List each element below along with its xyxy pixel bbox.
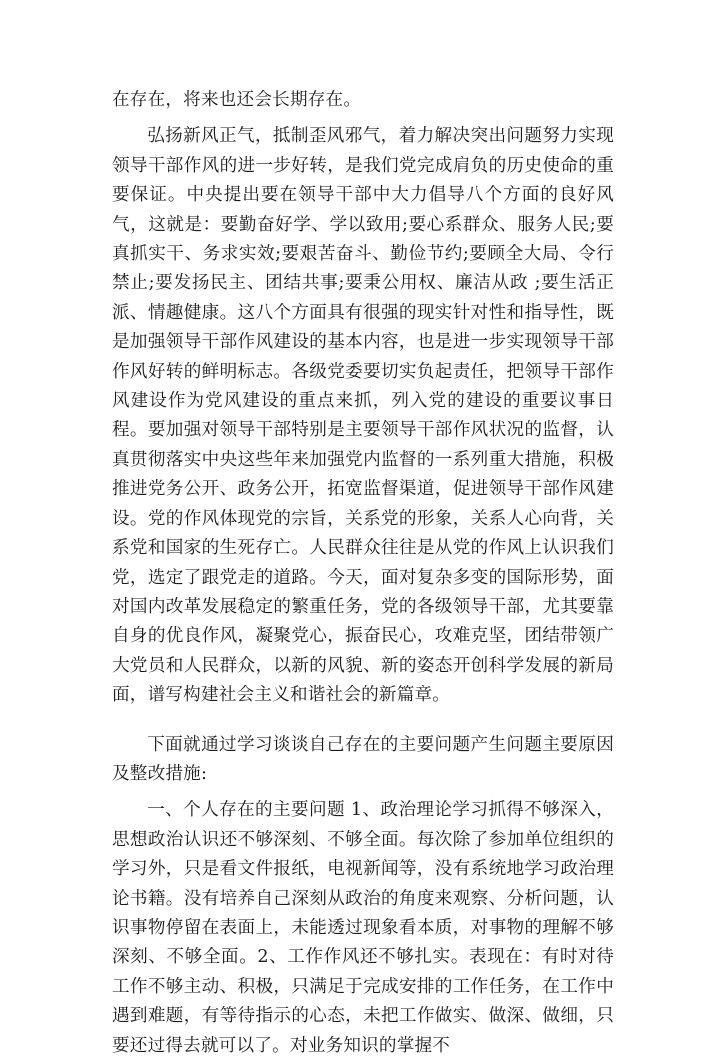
paragraph-style-building: 弘扬新风正气，抵制歪风邪气，着力解决突出问题努力实现领导干部作风的进一步好转，是我们党完成肩负的历史使命的重要保证。中央提出要在领导干部中大力倡导八个方面的良好风气，这就是：要勤奋好学、学以致用;要心系群众、服务人民;要真抓实干、务求实效;要艰苦奋斗、勤俭节约;要顾全大局、令行禁止;要发扬民主、团结共事;要秉公用权、廉洁从政 ;要生活正派、情趣健康。这八个方面具有很强的现实针对性和指导性，既是加强领导干部作风建设的基本内容，也是进一步实现领导干部作风好转的鲜明标志。各级党委要切实负起责任，把领导干部作风建设作为党风建设的重点来抓，列入党的建设的重要议事日程。要加强对领导干部特别是主要领导干部作风状况的监督，认真贯彻落实中央这些年来加强党内监督的一系列重大措施，积极推进党务公开、政务公开，拓宽监督渠道，促进领导干部作风建设。党的作风体现党的宗旨，关系党的形象，关系人心向背，关系党和国家的生死存亡。人民群众往往是从党的作风上认识我们党，选定了跟党走的道路。今天，面对复杂多变的国际形势，面对国内改革发展稳定的繁重任务，党的各级领导干部，尤其要靠自身的优良作风，凝聚党心，振奋民心，攻难克坚，团结带领广大党员和人民群众，以新的风貌、新的姿态开创科学发展的新局面，谱写构建社会主义和谐社会的新篇章。 (112, 126, 614, 706)
document-page (112, 86, 614, 1061)
paragraph-intro-problems: 下面就通过学习谈谈自己存在的主要问题产生问题主要原因及整改措施: (112, 734, 614, 784)
paragraph-personal-problems: 一、个人存在的主要问题 1、政治理论学习抓得不够深入，思想政治认识还不够深刻、不够全面。每次除了参加单位组织的学习外，只是看文件报纸，电视新闻等，没有系统地学习政治理论书籍。没有培养自己深刻从政治的角度来观察、分析问题，认识事物停留在表面上，未能透过现象看本质，对事物的理解不够深刻、不够全面。2、工作作风还不够扎实。表现在：有时对待工作不够主动、积极，只满足于完成安排的工作任务，在工作中遇到难题，有等待指示的心态，未把工作做实、做深、做细，只要还过得去就可以了。对业务知识的掌握不 (112, 800, 614, 1056)
paragraph-continuation: 在存在，将来也还会长期存在。 (112, 90, 362, 110)
